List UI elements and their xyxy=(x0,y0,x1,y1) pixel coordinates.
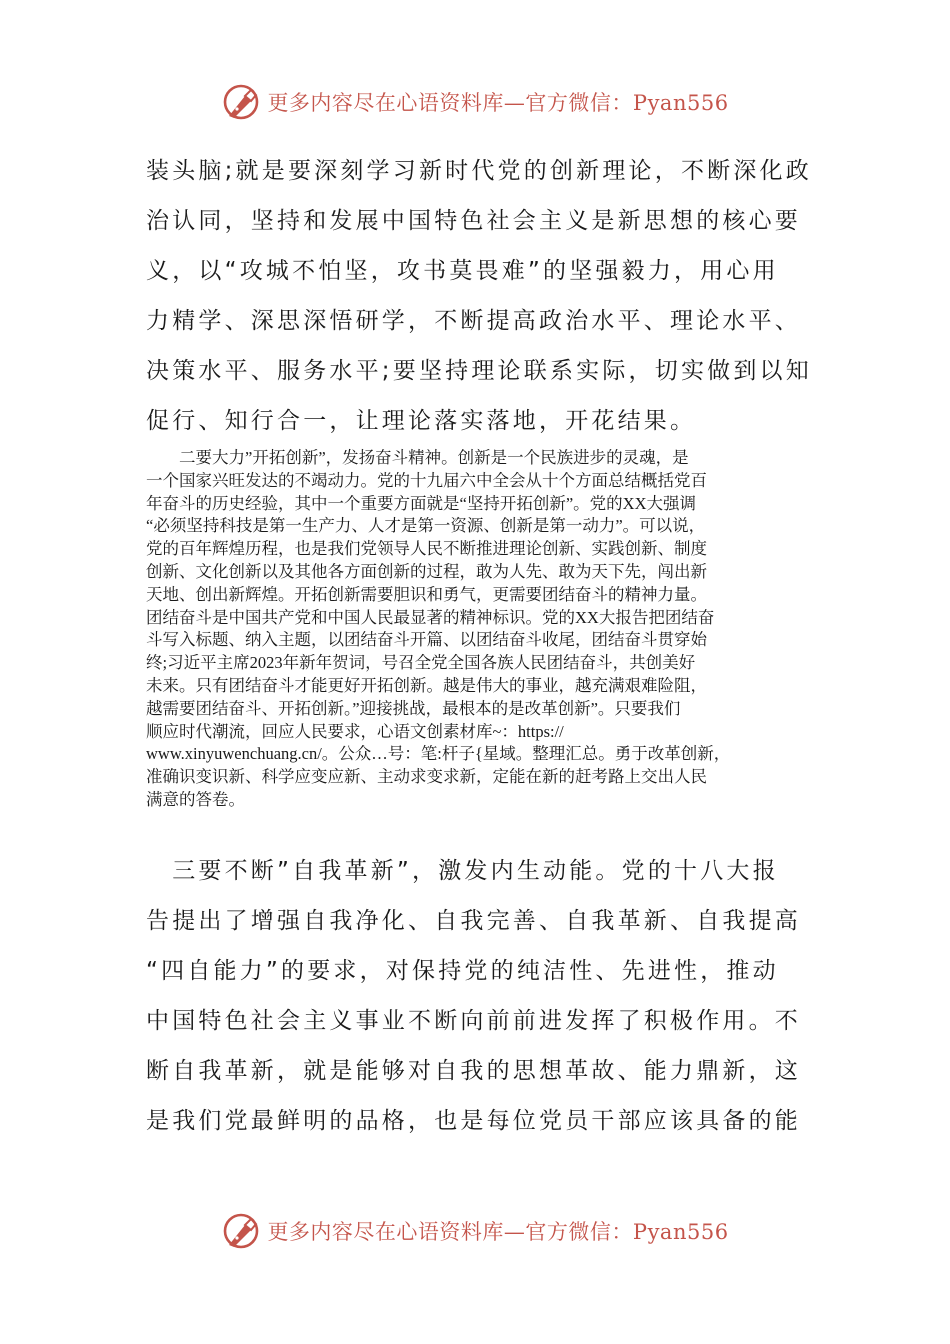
text-line: 是我们党最鲜明的品格，也是每位党员干部应该具备的能 xyxy=(146,1108,801,1134)
text-line: 创新、文化创新以及其他各方面创新的过程，敢为人先、敢为天下先，闯出新 xyxy=(146,561,707,581)
text-line: 年奋斗的历史经验，其中一个重要方面就是“坚持开拓创新”。党的XX大强调 xyxy=(146,493,696,513)
pen-nib-logo-icon xyxy=(221,1211,261,1251)
pen-nib-logo-icon xyxy=(221,82,261,122)
header-banner xyxy=(0,80,950,124)
footer-banner xyxy=(0,1209,950,1253)
text-line: 促行、知行合一，让理论落实落地，开花结果。 xyxy=(146,408,697,434)
text-line: 准确识变识新、科学应变应新、主动求变求新，定能在新的赶考路上交出人民 xyxy=(146,767,707,787)
text-line: 决策水平、服务水平;要坚持理论联系实际，切实做到以知 xyxy=(146,358,812,384)
text-line: 力精学、深思深悟研学，不断提高政治水平、理论水平、 xyxy=(146,308,801,334)
text-line: 二要大力”开拓创新”，发扬奋斗精神。创新是一个民族进步的灵魂，是 xyxy=(146,448,689,467)
text-line: 装头脑;就是要深刻学习新时代党的创新理论，不断深化政 xyxy=(146,158,812,184)
text-line: 满意的答卷。 xyxy=(146,789,245,809)
text-line: 党的百年辉煌历程，也是我们党领导人民不断推进理论创新、实践创新、制度 xyxy=(146,539,707,559)
text-line: 顺应时代潮流，回应人民要求，心语文创素材库~：https:// xyxy=(146,721,564,741)
text-line: www.xinyuwenchuang.cn/。公众…号：笔:杆子{星域。整理汇总。勇于改革创新， xyxy=(146,744,731,764)
text-line: 治认同，坚持和发展中国特色社会主义是新思想的核心要 xyxy=(146,208,801,234)
text-line: “必须坚持科技是第一生产力、人才是第一资源、创新是第一动力”。可以说， xyxy=(146,516,706,536)
text-line: 一个国家兴旺发达的不竭动力。党的十九届六中全会从十个方面总结概括党百 xyxy=(146,470,707,490)
text-line: 天地、创出新辉煌。开拓创新需要胆识和勇气，更需要团结奋斗的精神力量。 xyxy=(146,584,707,604)
text-line: 未来。只有团结奋斗才能更好开拓创新。越是伟大的事业，越充满艰难险阻， xyxy=(146,675,707,695)
text-line: “四自能力”的要求，对保持党的纯洁性、先进性，推动 xyxy=(146,958,779,984)
text-line: 斗写入标题、纳入主题，以团结奋斗开篇、以团结奋斗收尾，团结奋斗贯穿始 xyxy=(146,630,707,650)
text-line: 中国特色社会主义事业不断向前前进发挥了积极作用。不 xyxy=(146,1008,801,1034)
paragraph-3 xyxy=(146,846,826,1146)
text-line: 义，以“攻城不怕坚，攻书莫畏难”的坚强毅力，用心用 xyxy=(146,258,779,284)
text-line: 断自我革新，就是能够对自我的思想革故、能力鼎新，这 xyxy=(146,1058,801,1084)
footer-banner-text: 更多内容尽在心语资料库—官方微信：Pyan556 xyxy=(267,1220,729,1244)
text-line: 越需要团结奋斗、开拓创新。”迎接挑战，最根本的是改革创新”。只要我们 xyxy=(146,698,681,718)
text-line: 告提出了增强自我净化、自我完善、自我革新、自我提高 xyxy=(146,908,801,934)
text-line: 三要不断”自我革新”，激发内生动能。党的十八大报 xyxy=(146,858,779,884)
header-banner-text: 更多内容尽在心语资料库—官方微信：Pyan556 xyxy=(267,91,729,115)
text-line: 团结奋斗是中国共产党和中国人民最显著的精神标识。党的XX大报告把团结奋 xyxy=(146,607,715,627)
text-line: 终;习近平主席2023年新年贺词，号召全党全国各族人民团结奋斗，共创美好 xyxy=(146,653,696,673)
paragraph-2 xyxy=(146,447,814,812)
paragraph-1 xyxy=(146,146,826,446)
